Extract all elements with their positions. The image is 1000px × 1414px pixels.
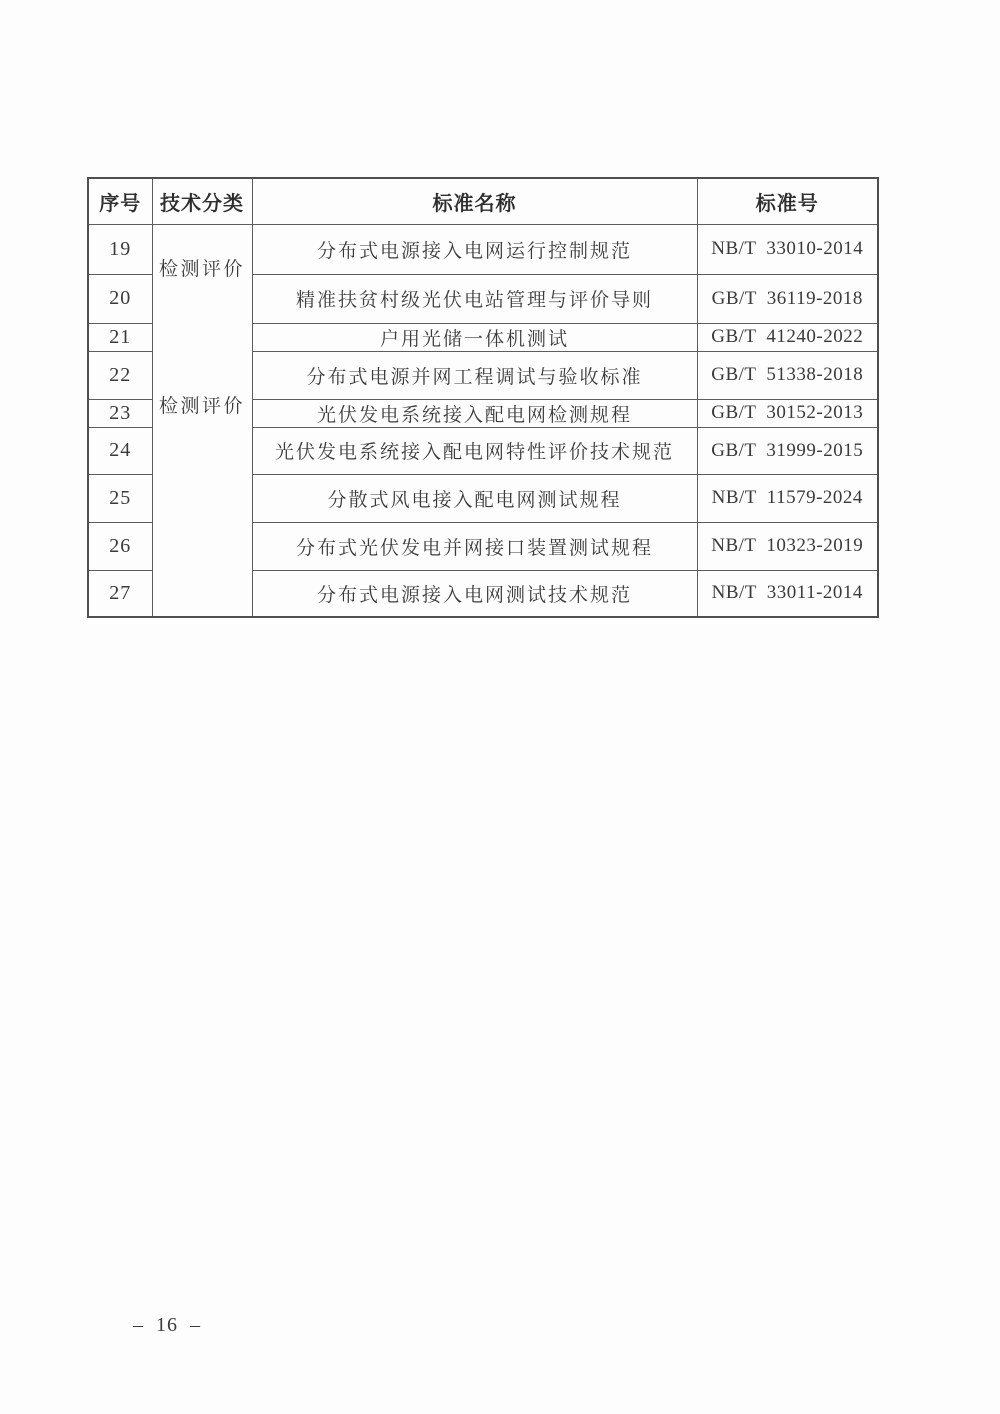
row-number-cell: 22 [88, 351, 152, 399]
row-number-cell: 26 [88, 522, 152, 570]
header-category: 技术分类 [152, 178, 252, 224]
category-merged-cell [152, 224, 252, 617]
row-number-cell: 19 [88, 224, 152, 274]
standard-code-cell: NB/T 33010-2014 [697, 224, 878, 274]
standard-code-cell: GB/T 36119-2018 [697, 274, 878, 323]
standard-name-cell: 分布式电源并网工程调试与验收标准 [252, 351, 697, 399]
category-label: 检测评价 [158, 258, 245, 280]
standard-code-cell: GB/T 30152-2013 [697, 399, 878, 427]
standard-name-cell: 分布式电源接入电网测试技术规范 [252, 570, 697, 617]
header-name: 标准名称 [252, 178, 697, 224]
row-number-cell: 27 [88, 570, 152, 617]
row-number-cell: 21 [88, 323, 152, 351]
row-number-cell: 24 [88, 427, 152, 474]
table-header-row [88, 178, 878, 224]
category-cell-inner [153, 228, 252, 613]
standard-code-cell: NB/T 11579-2024 [697, 474, 878, 522]
row-number-cell: 25 [88, 474, 152, 522]
standard-name-cell: 分散式风电接入配电网测试规程 [252, 474, 697, 522]
page-number: – 16 – [133, 1314, 201, 1336]
header-no: 序号 [88, 178, 152, 224]
standard-code-cell: GB/T 41240-2022 [697, 323, 878, 351]
standard-name-cell: 光伏发电系统接入配电网检测规程 [252, 399, 697, 427]
standard-name-cell: 精准扶贫村级光伏电站管理与评价导则 [252, 274, 697, 323]
standard-code-cell: GB/T 51338-2018 [697, 351, 878, 399]
standard-name-cell: 光伏发电系统接入配电网特性评价技术规范 [252, 427, 697, 474]
standard-name-cell: 分布式光伏发电并网接口装置测试规程 [252, 522, 697, 570]
category-label: 检测评价 [158, 395, 245, 417]
header-code: 标准号 [697, 178, 878, 224]
standard-code-cell: NB/T 10323-2019 [697, 522, 878, 570]
table-row [88, 224, 878, 274]
standard-name-cell: 户用光储一体机测试 [252, 323, 697, 351]
standards-table [87, 177, 879, 618]
standard-code-cell: GB/T 31999-2015 [697, 427, 878, 474]
standard-name-cell: 分布式电源接入电网运行控制规范 [252, 224, 697, 274]
row-number-cell: 23 [88, 399, 152, 427]
standard-code-cell: NB/T 33011-2014 [697, 570, 878, 617]
row-number-cell: 20 [88, 274, 152, 323]
